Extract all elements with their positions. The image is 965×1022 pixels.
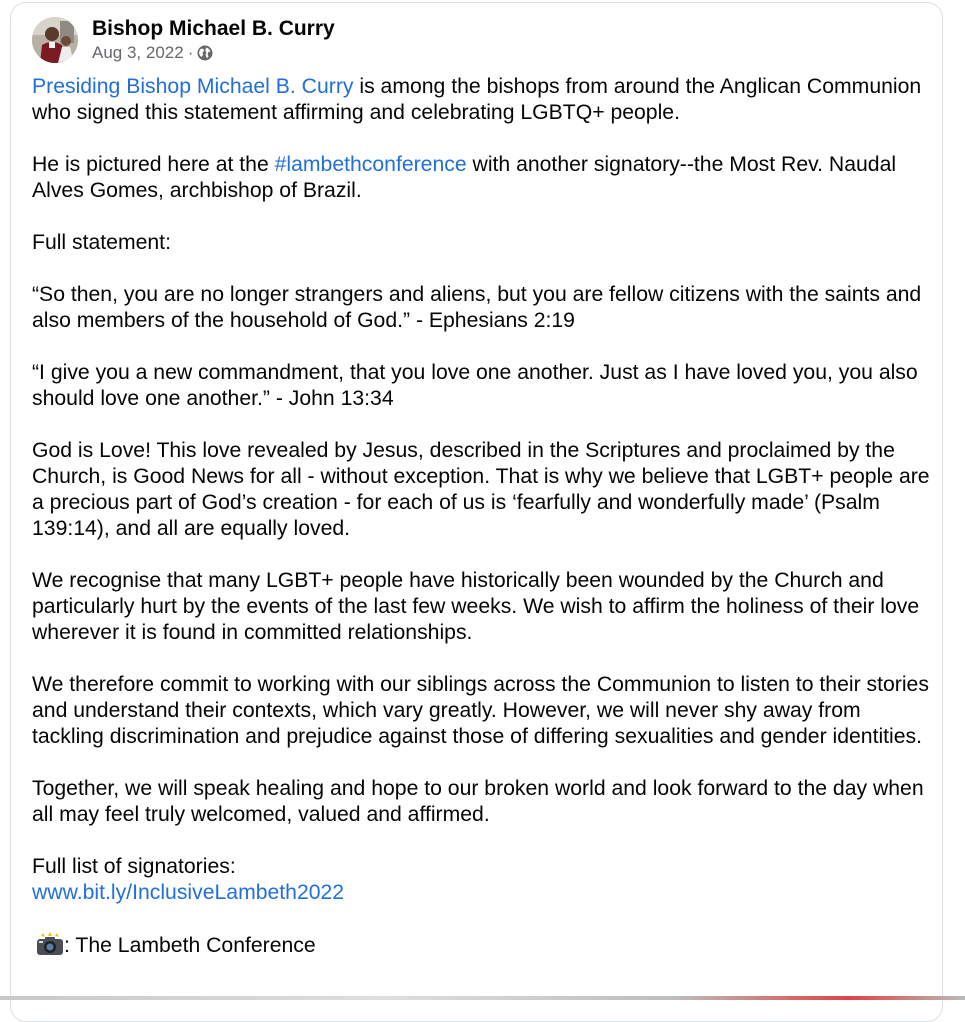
paragraph-together: Together, we will speak healing and hope to our broken world and look forward to the day when all may feel truly welcomed, valued and affirmed. — [32, 777, 924, 826]
globe-icon[interactable] — [197, 45, 213, 61]
photo-credit-text: : The Lambeth Conference — [64, 934, 316, 957]
intro-text: is among the bishops from around the Anglican Communion who signed this statement affirming and celebrating LGBTQ+ people. — [32, 75, 922, 124]
author-name[interactable]: Bishop Michael B. Curry — [92, 17, 335, 40]
bottom-edge — [0, 996, 965, 1000]
avatar-photo — [32, 17, 78, 63]
paragraph-ephesians: “So then, you are no longer strangers and aliens, but you are fellow citizens with the saints and also members of the household of God.” - Ephesians 2:19 — [32, 283, 922, 332]
post-date[interactable]: Aug 3, 2022 — [92, 43, 184, 62]
hashtag-link[interactable]: #lambethconference — [274, 153, 467, 176]
paragraph-photo-credit — [32, 932, 937, 959]
paragraph-signatories — [32, 854, 937, 906]
avatar[interactable] — [32, 17, 78, 63]
paragraph-intro — [32, 74, 937, 126]
paragraph-recognise: We recognise that many LGBT+ people have historically been wounded by the Church and particularly hurt by the events of the last few weeks. We wish to affirm the holiness of their love wherever it is found in committed relationships. — [32, 569, 920, 644]
paragraph-full-statement: Full statement: — [32, 231, 171, 254]
paragraph-god-is-love: God is Love! This love revealed by Jesus, described in the Scriptures and proclaimed by the Church, is Good News for all - without exception. That is why we believe that LGBT+ people are a precious part of God’s creation - for each of us is ‘fearfully and wonderfully made’ (Psalm 139:14), and all are equally loved. — [32, 439, 930, 540]
meta-separator: · — [187, 43, 194, 62]
pictured-text-after: with another signatory--the Most Rev. Naudal Alves Gomes, archbishop of Brazil. — [32, 153, 897, 202]
signatories-label: Full list of signatories: — [32, 855, 236, 878]
camera-flash-icon — [36, 932, 64, 956]
paragraph-commit: We therefore commit to working with our siblings across the Communion to listen to their stories and understand their contexts, which vary greatly. However, we will never shy away from tackling discrimination and prejudice against those of differing sexualities and gender identities. — [32, 673, 929, 748]
pictured-text-before: He is pictured here at the — [32, 153, 275, 176]
post-header — [32, 14, 335, 66]
post-body — [32, 74, 937, 985]
mention-link[interactable]: Presiding Bishop Michael B. Curry — [32, 75, 354, 98]
post-meta — [92, 42, 335, 64]
paragraph-pictured — [32, 152, 937, 204]
signatories-link[interactable]: www.bit.ly/InclusiveLambeth2022 — [32, 881, 345, 904]
paragraph-john: “I give you a new commandment, that you love one another. Just as I have loved you, you also should love one another.” - John 13:34 — [32, 361, 918, 410]
